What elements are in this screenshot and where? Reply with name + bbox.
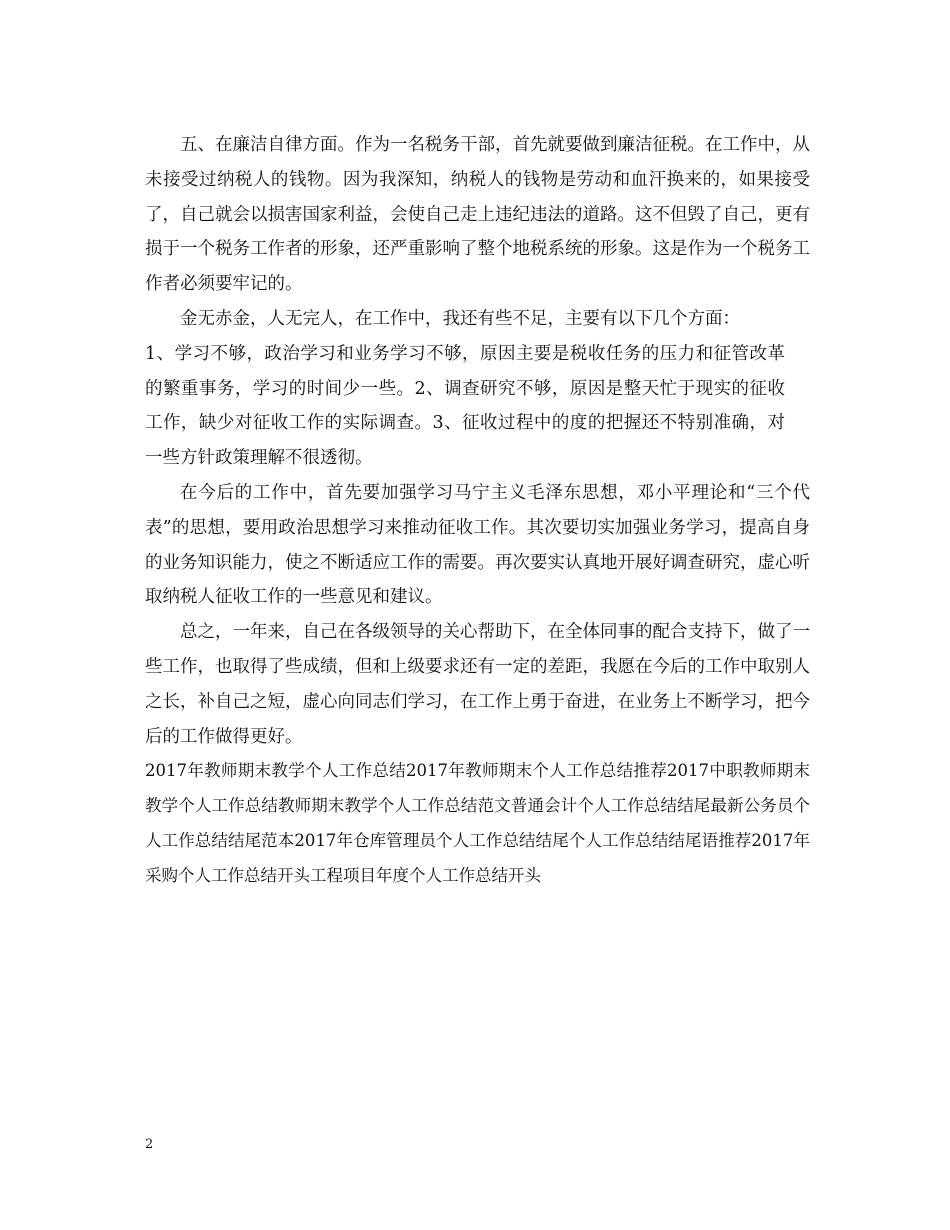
paragraph-conclusion: 总之，一年来，自己在各级领导的关心帮助下，在全体同事的配合支持下，做了一些工作，也取得了些成绩，但和上级要求还有一定的差距，我愿在今后的工作中取别人之长，补自己之短，虚心向同志们学习，在工作上勇于奋进，在业务上不断学习，把今后的工作做得更好。 — [145, 622, 810, 747]
paragraph-self-discipline: 五、在廉洁自律方面。作为一名税务干部，首先就要做到廉洁征税。在工作中，从未接受过纳税人的钱物。因为我深知，纳税人的钱物是劳动和血汗换来的，如果接受了，自己就会以损害国家利益，会使自己走上违纪违法的道路。这不但毁了自己，更有损于一个税务工作者的形象，还严重影响了整个地税系统的形象。这是作为一个税务工作者必须要牢记的。 — [145, 135, 810, 295]
page-number: 2 — [145, 1137, 154, 1152]
paragraph-shortcomings-intro: 金无赤金，人无完人，在工作中，我还有些不足，主要有以下几个方面： — [180, 308, 740, 329]
paragraph-shortcomings-list: 1、学习不够，政治学习和业务学习不够，原因主要是税收任务的压力和征管改革的繁重事务，学习的时间少一些。2、调查研究不够，原因是整天忙于现实的征收工作，缺少对征收工作的实际调查。3、征收过程中的度的把握还不特别准确，对一些方针政策理解不很透彻。 — [145, 343, 785, 469]
related-articles-links[interactable]: 2017年教师期末教学个人工作总结2017年教师期末个人工作总结推荐2017中职教师期末教学个人工作总结教师期末教学个人工作总结范文普通会计个人工作总结结尾最新公务员个人工作总结结尾范本2017年仓库管理员个人工作总结结尾个人工作总结结尾语推荐2017年采购个人工作总结开头工程项目年度个人工作总结开头 — [145, 761, 810, 885]
paragraph-future-plans: 在今后的工作中，首先要加强学习马宁主义毛泽东思想，邓小平理论和“三个代表”的思想，要用政治思想学习来推动征收工作。其次要切实加强业务学习，提高自身的业务知识能力，使之不断适应工作的需要。再次要实认真地开展好调查研究，虚心听取纳税人征收工作的一些意见和建议。 — [145, 482, 810, 608]
document-body — [145, 128, 810, 894]
